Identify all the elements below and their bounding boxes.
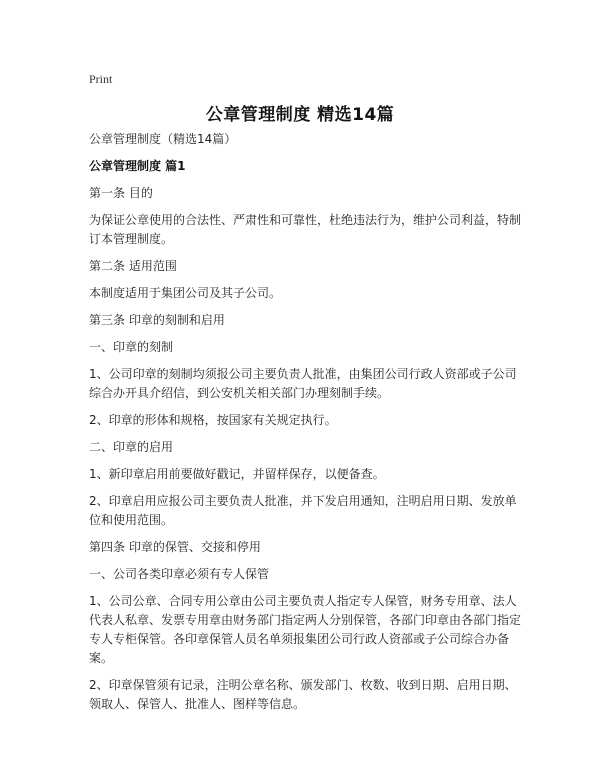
paragraph: 本制度适用于集团公司及其子公司。	[89, 286, 282, 300]
paragraph: 2、印章保管须有记录，注明公章名称、颁发部门、枚数、收到日期、启用日期、领取人、保管人、批准人、图样等信息。	[89, 678, 517, 711]
paragraph: 为保证公章使用的合法性、严肃性和可靠性，杜绝违法行为，维护公司利益，特制订本管理制度。	[89, 213, 522, 246]
paragraph-article-3-heading: 第三条 印章的刻制和启用	[89, 313, 225, 327]
paragraph: 1、公司公章、合同专用公章由公司主要负责人指定专人保管，财务专用章、法人代表人私章、发票专用章由财务部门指定两人分别保管，各部门印章由各部门指定专人专柜保管。各印章保管人员名单须报集团公司行政人资部或子公司综合办备案。	[89, 594, 522, 665]
document-title: 公章管理制度 精选14篇	[205, 105, 395, 125]
paragraph-article-1-heading: 第一条 目的	[89, 186, 153, 200]
paragraph: 1、公司印章的刻制均须报公司主要负责人批准，由集团公司行政人资部或子公司综合办开具介绍信，到公安机关相关部门办理刻制手续。	[89, 367, 517, 400]
paragraph: 2、印章的形体和规格，按国家有关规定执行。	[89, 413, 337, 427]
paragraph-subheading: 一、公司各类印章必须有专人保管	[89, 567, 270, 581]
paragraph-subheading: 一、印章的刻制	[89, 340, 174, 354]
paragraph-article-2-heading: 第二条 适用范围	[89, 259, 177, 273]
paragraph: 2、印章启用应报公司主要负责人批准，并下发启用通知，注明启用日期、发放单位和使用范围。	[89, 494, 517, 527]
document-subtitle: 公章管理制度（精选14篇）	[89, 132, 237, 146]
paragraph-article-4-heading: 第四条 印章的保管、交接和停用	[89, 540, 261, 554]
paragraph-subheading: 二、印章的启用	[89, 440, 174, 454]
paragraph: 1、新印章启用前要做好戳记，并留样保存，以便备查。	[89, 467, 385, 481]
section-heading: 公章管理制度 篇1	[89, 159, 186, 173]
print-link[interactable]: Print	[89, 72, 113, 86]
document-body	[89, 130, 521, 722]
